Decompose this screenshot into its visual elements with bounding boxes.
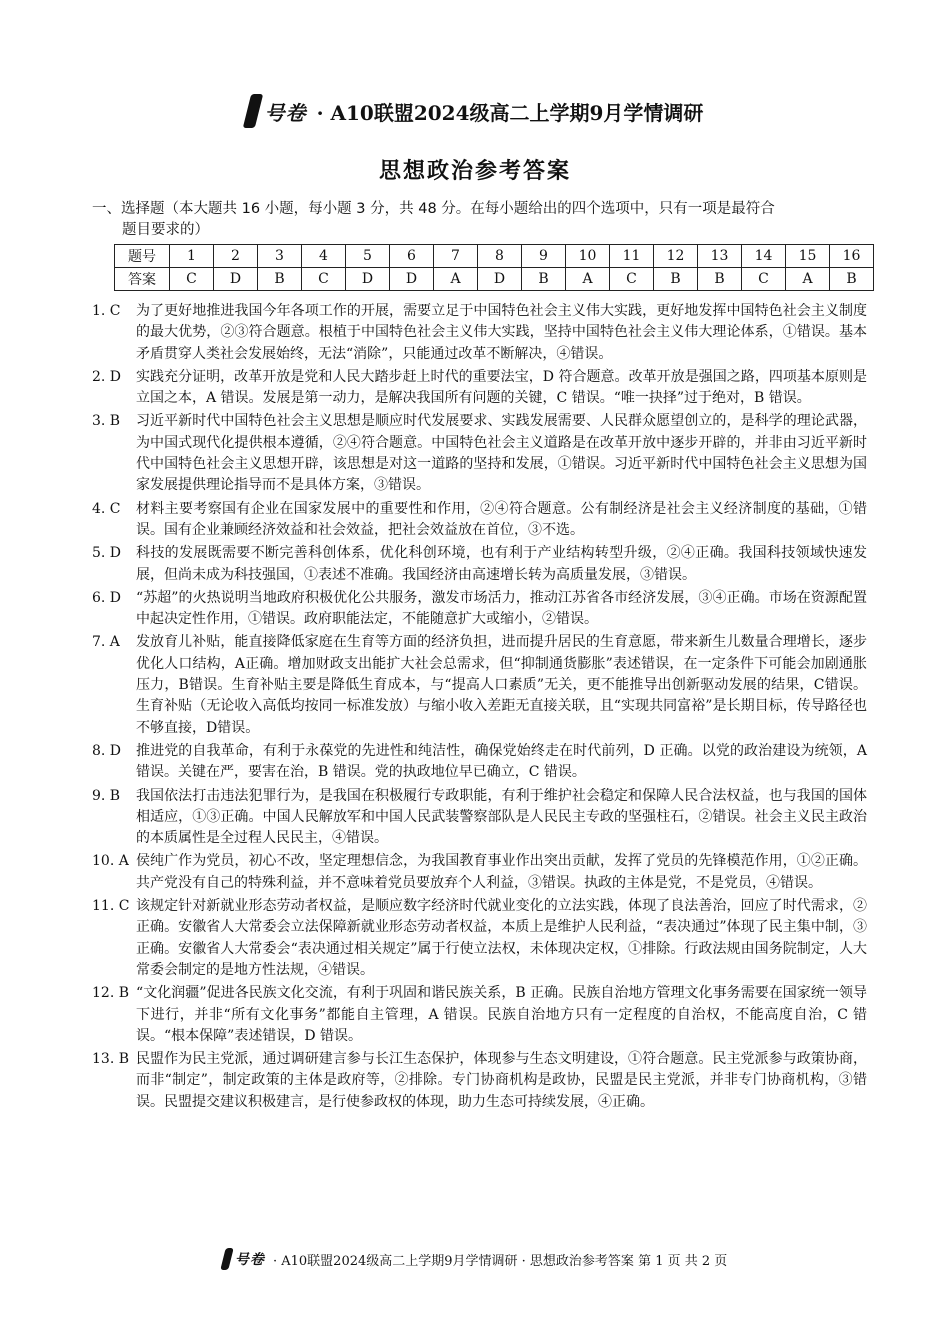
answer-cell: C <box>742 268 786 291</box>
answer-cell: D <box>346 268 390 291</box>
row-label-number: 题号 <box>115 245 170 268</box>
page-footer <box>0 1248 950 1270</box>
item-number: 10. A <box>92 853 129 870</box>
item-text: 发放育儿补贴，能直接降低家庭在生育等方面的经济负担，进而提升居民的生育意愿，带来新生儿数量合理增长，逐步优化人口结构，A正确。增加财政支出能扩大社会总需求，但“抑制通货膨胀”表述错误，在一定条件下可能会加剧通胀压力，B错误。生育补贴主要是降低生育成本，与“提高人口素质”无关，更不能推导出创新驱动发展的结果，C错误。生育补贴（无论收入高低均按同一标准发放）与缩小收入差距无直接关联，且“实现共同富裕”是长期目标，传导路径也不够直接，D错误。 <box>136 634 867 736</box>
question-number: 13 <box>698 245 742 268</box>
section-heading-line-2: 题目要求的） <box>122 222 209 238</box>
item-text: 侯纯广作为党员，初心不改，坚定理想信念，为我国教育事业作出突出贡献，发挥了党员的先锋模范作用，①②正确。共产党没有自己的特殊利益，并不意味着党员要放弃个人利益，③错误。执政的主体是党，不是党员，④错误。 <box>136 853 867 891</box>
explanation-item <box>92 301 867 365</box>
item-number: 11. C <box>92 898 130 915</box>
explanation-item <box>92 1049 867 1113</box>
answer-table-answer-row <box>115 268 874 291</box>
question-number: 8 <box>478 245 522 268</box>
question-number: 2 <box>214 245 258 268</box>
answer-cell: B <box>698 268 742 291</box>
explanation-item <box>92 786 867 850</box>
footer-logo-mark-icon <box>220 1248 233 1270</box>
section-heading <box>92 199 872 241</box>
answer-cell: D <box>390 268 434 291</box>
item-text: 科技的发展既需要不断完善科创体系，优化科创环境，也有利于产业结构转型升级，②④正确。我国科技领域快速发展，但尚未成为科技强国，①表述不准确。我国经济由高速增长转为高质量发展，③错误。 <box>136 545 867 583</box>
explanation-item <box>92 588 867 631</box>
item-text: 习近平新时代中国特色社会主义思想是顺应时代发展要求、实践发展需要、人民群众愿望创立的，是科学的理论武器，为中国式现代化提供根本遵循，②④符合题意。中国特色社会主义道路是在改革开放中逐步开辟的，并非由习近平新时代中国特色社会主义思想开辟，该思想是对这一道路的坚持和发展，①错误。习近平新时代中国特色社会主义思想为国家发展提供理论指导而不是具体方案，③错误。 <box>136 413 867 494</box>
item-number: 4. C <box>92 500 121 517</box>
question-number: 11 <box>610 245 654 268</box>
explanation-item <box>92 499 867 542</box>
item-text: 推进党的自我革命，有利于永葆党的先进性和纯洁性，确保党始终走在时代前列，D 正确。以党的政治建设为统领，A 错误。关键在严，要害在治，B 错误。党的执政地位早已确立，C 错误。 <box>136 742 867 781</box>
item-text: 该规定针对新就业形态劳动者权益，是顺应数字经济时代就业变化的立法实践，体现了良法善治，回应了时代需求，②正确。安徽省人大常委会立法保障新就业形态劳动者权益，本质上是维护人民利益，“表决通过”体现了民主集中制，③正确。安徽省人大常委会“表决通过相关规定”属于行使立法权，未体现决定权，①排除。行政法规由国务院制定，人大常委会制定的是地方性法规，④错误。 <box>136 898 867 978</box>
item-number: 2. D <box>92 368 122 385</box>
question-number: 7 <box>434 245 478 268</box>
document-subtitle: 思想政治参考答案 <box>378 158 571 184</box>
answer-cell: D <box>478 268 522 291</box>
item-text: 为了更好地推进我国今年各项工作的开展，需要立足于中国特色社会主义伟大实践，更好地发挥中国特色社会主义制度的最大优势，②③符合题意。根植于中国特色社会主义伟大实践，坚持中国特色社会主义伟大理论体系，①错误。基本矛盾贯穿人类社会发展始终，无法“消除”，只能通过改革不断解决，④错误。 <box>136 303 867 362</box>
question-number: 4 <box>302 245 346 268</box>
item-number: 7. A <box>92 634 120 651</box>
explanation-item <box>92 411 867 496</box>
item-number: 3. B <box>92 413 121 430</box>
answer-explanations <box>92 301 867 1115</box>
answer-cell: B <box>654 268 698 291</box>
brand <box>247 94 704 128</box>
item-text: 民盟作为民主党派，通过调研建言参与长江生态保护，体现参与生态文明建设，①符合题意。民主党派参与政策协商，而非“制定”，制定政策的主体是政府等，②排除。专门协商机构是政协，民盟是民主党派，并非专门协商机构，③错误。民盟提交建议积极建言，是行使参政权的体现，助力生态可持续发展，④正确。 <box>136 1051 867 1110</box>
question-number: 6 <box>390 245 434 268</box>
logo-text: 号卷 <box>264 100 307 125</box>
explanation-item <box>92 896 867 981</box>
document-header <box>0 94 950 132</box>
logo-mark-icon <box>242 94 262 128</box>
item-number: 9. B <box>92 787 121 804</box>
item-number: 1. C <box>92 303 121 319</box>
footer-text: · A10联盟2024级高二上学期9月学情调研 · 思想政治参考答案 第 1 页 共 2 页 <box>272 1253 728 1269</box>
item-number: 8. D <box>92 742 122 759</box>
item-text: 我国依法打击违法犯罪行为，是我国在积极履行专政职能，有利于维护社会稳定和保障人民合法权益，也与我国的国体相适应，①③正确。中国人民解放军和中国人民武装警察部队是人民民主专政的坚强柱石，②错误。社会主义民主政治的本质属性是全过程人民民主，④错误。 <box>136 787 867 847</box>
answer-table <box>114 244 874 291</box>
question-number: 10 <box>566 245 610 268</box>
answer-cell: A <box>786 268 830 291</box>
explanation-item <box>92 983 867 1047</box>
explanation-item <box>92 543 867 586</box>
answer-cell: B <box>522 268 566 291</box>
answer-cell: C <box>302 268 346 291</box>
footer-logo-text: 号卷 <box>234 1252 265 1268</box>
question-number: 9 <box>522 245 566 268</box>
question-number: 5 <box>346 245 390 268</box>
explanation-item <box>92 367 867 410</box>
question-number: 16 <box>830 245 874 268</box>
answer-table-number-row <box>115 245 874 268</box>
explanation-item <box>92 741 867 784</box>
answer-cell: C <box>170 268 214 291</box>
item-text: 实践充分证明，改革开放是党和人民大踏步赶上时代的重要法宝，D 符合题意。改革开放是强国之路，四项基本原则是立国之本，A 错误。发展是第一动力，是解决我国所有问题的关键，C 错误。“唯一抉择”过于绝对，B 错误。 <box>136 368 867 407</box>
item-number: 5. D <box>92 545 122 562</box>
answer-cell: B <box>830 268 874 291</box>
answer-cell: B <box>258 268 302 291</box>
question-number: 15 <box>786 245 830 268</box>
explanation-item <box>92 851 867 894</box>
question-number: 14 <box>742 245 786 268</box>
item-text: “文化润疆”促进各民族文化交流，有利于巩固和谐民族关系，B 正确。民族自治地方管理文化事务需要在国家统一领导下进行，并非“所有文化事务”都能自主管理，A 错误。民族自治地方只有一定程度的自治权，不能高度自治，C 错误。“根本保障”表述错误，D 错误。 <box>136 985 867 1044</box>
question-number: 12 <box>654 245 698 268</box>
answer-cell: D <box>214 268 258 291</box>
explanation-item <box>92 632 867 738</box>
section-heading-line-1: 一、选择题（本大题共 16 小题，每小题 3 分，共 48 分。在每小题给出的四个选项中，只有一项是最符合 <box>92 201 775 217</box>
question-number: 3 <box>258 245 302 268</box>
item-number: 6. D <box>92 589 122 606</box>
item-number: 12. B <box>92 985 130 1002</box>
document-title: · A10联盟2024级高二上学期9月学情调研 <box>316 100 704 125</box>
item-text: 材料主要考察国有企业在国家发展中的重要性和作用，②④符合题意。公有制经济是社会主义经济制度的基础，①错误。国有企业兼顾经济效益和社会效益，把社会效益放在首位，③不选。 <box>136 500 867 538</box>
item-text: “苏超”的火热说明当地政府积极优化公共服务，激发市场活力，推动江苏省各市经济发展，③④正确。市场在资源配置中起决定性作用，①错误。政府职能法定，不能随意扩大或缩小，②错误。 <box>136 589 867 628</box>
answer-cell: A <box>566 268 610 291</box>
answer-cell: C <box>610 268 654 291</box>
row-label-answer: 答案 <box>115 268 170 291</box>
question-number: 1 <box>170 245 214 268</box>
answer-cell: A <box>434 268 478 291</box>
item-number: 13. B <box>92 1051 130 1068</box>
